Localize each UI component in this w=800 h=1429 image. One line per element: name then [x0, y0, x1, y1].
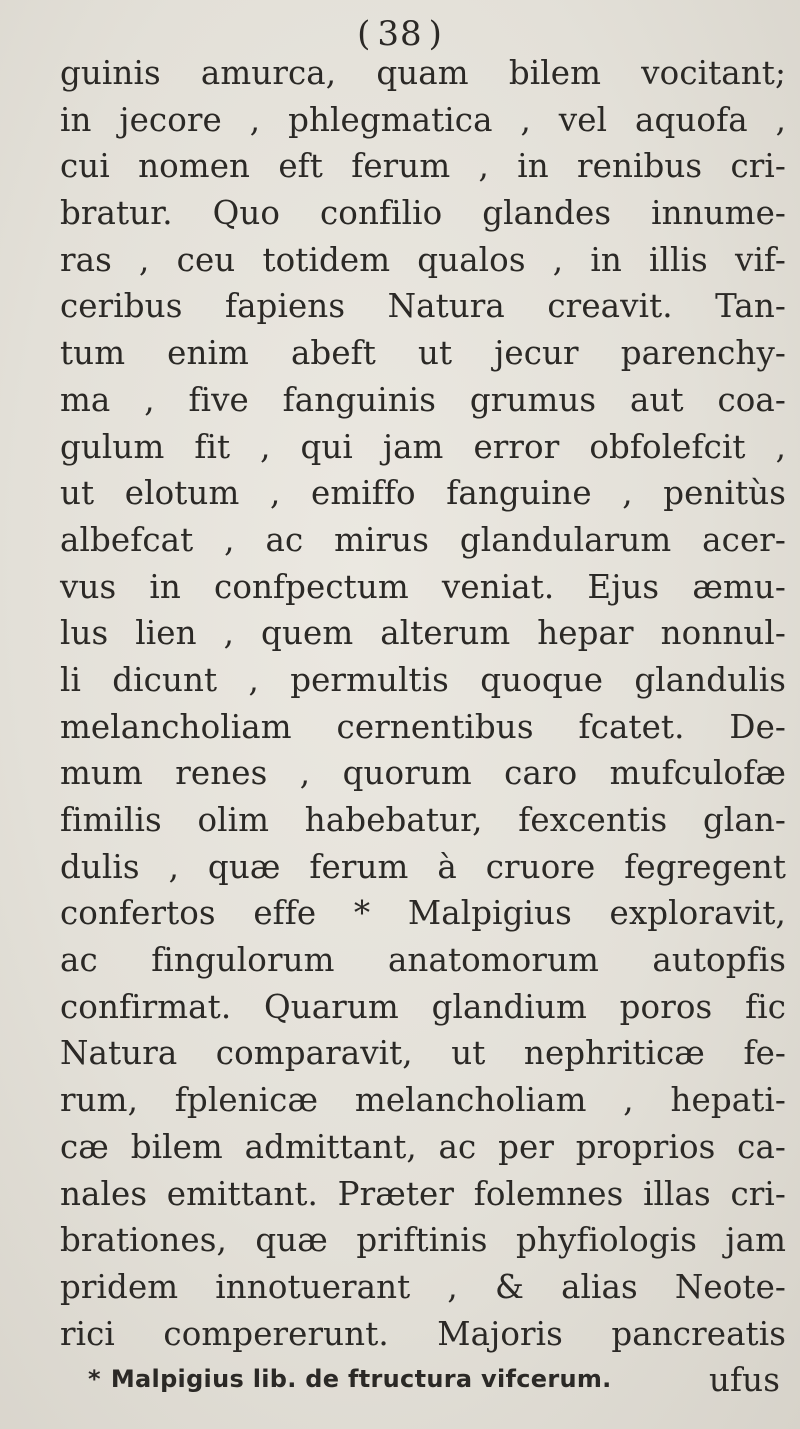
text-line: dulis , quæ ferum à cruore fegregent — [60, 847, 786, 886]
text-line: ac fingulorum anatomorum autopfis — [60, 941, 786, 980]
text-line: cui nomen eft ferum , in renibus cri- — [60, 147, 786, 186]
text-line: ma , five fanguinis grumus aut coa- — [60, 380, 786, 419]
text-line: guinis amurca, quam bilem vocitant; — [60, 54, 786, 92]
page-number — [0, 14, 800, 54]
text-line: mum renes , quorum caro mufculofæ — [60, 754, 786, 793]
text-line: in jecore , phlegmatica , vel aquofa , — [60, 100, 786, 139]
footnote — [88, 1364, 612, 1394]
text-line: nales emittant. Præter folemnes illas cri- — [60, 1174, 786, 1213]
footnote-mark: * — [88, 1365, 101, 1393]
text-line: lus lien , quem alterum hepar nonnul- — [60, 614, 786, 653]
footnote-text: Malpigius lib. de ftructura vifcerum. — [110, 1365, 612, 1393]
close-paren: ) — [428, 14, 443, 54]
text-line: albefcat , ac mirus glandularum acer- — [60, 520, 786, 559]
text-line: vus in confpectum veniat. Ejus æmu- — [60, 567, 786, 606]
text-line: brationes, quæ priftinis phyfiologis jam — [60, 1221, 786, 1260]
text-line: confertos effe * Malpigius exploravit, — [60, 894, 786, 933]
text-line: ut elotum , emiffo fanguine , penitùs — [60, 474, 786, 513]
text-line: bratur. Quo confilio glandes innume- — [60, 194, 786, 233]
text-line: Natura comparavit, ut nephriticæ fe- — [60, 1034, 786, 1073]
text-line: gulum fit , qui jam error obfolefcit , — [60, 427, 786, 466]
text-line: fimilis olim habebatur, fexcentis glan- — [60, 801, 786, 839]
text-line: rum, fplenicæ melancholiam , hepati- — [60, 1081, 786, 1120]
text-line: rici compererunt. Majoris pancreatis — [60, 1314, 786, 1353]
text-line: ceribus fapiens Natura creavit. Tan- — [60, 287, 786, 326]
text-line: ras , ceu totidem qualos , in illis vif- — [60, 240, 786, 279]
catchword: ufus — [709, 1361, 780, 1400]
body-text — [60, 50, 786, 1404]
text-line: cæ bilem admittant, ac per proprios ca- — [60, 1127, 786, 1166]
page-number-value: 38 — [377, 14, 423, 54]
text-line: confirmat. Quarum glandium poros fic — [60, 987, 786, 1026]
text-line: pridem innotuerant , & alias Neote- — [60, 1267, 786, 1306]
text-line: melancholiam cernentibus fcatet. De- — [60, 707, 786, 746]
open-paren: ( — [357, 14, 372, 54]
text-line: li dicunt , permultis quoque glandulis — [60, 660, 786, 699]
text-line: tum enim abeft ut jecur parenchy- — [60, 334, 786, 373]
